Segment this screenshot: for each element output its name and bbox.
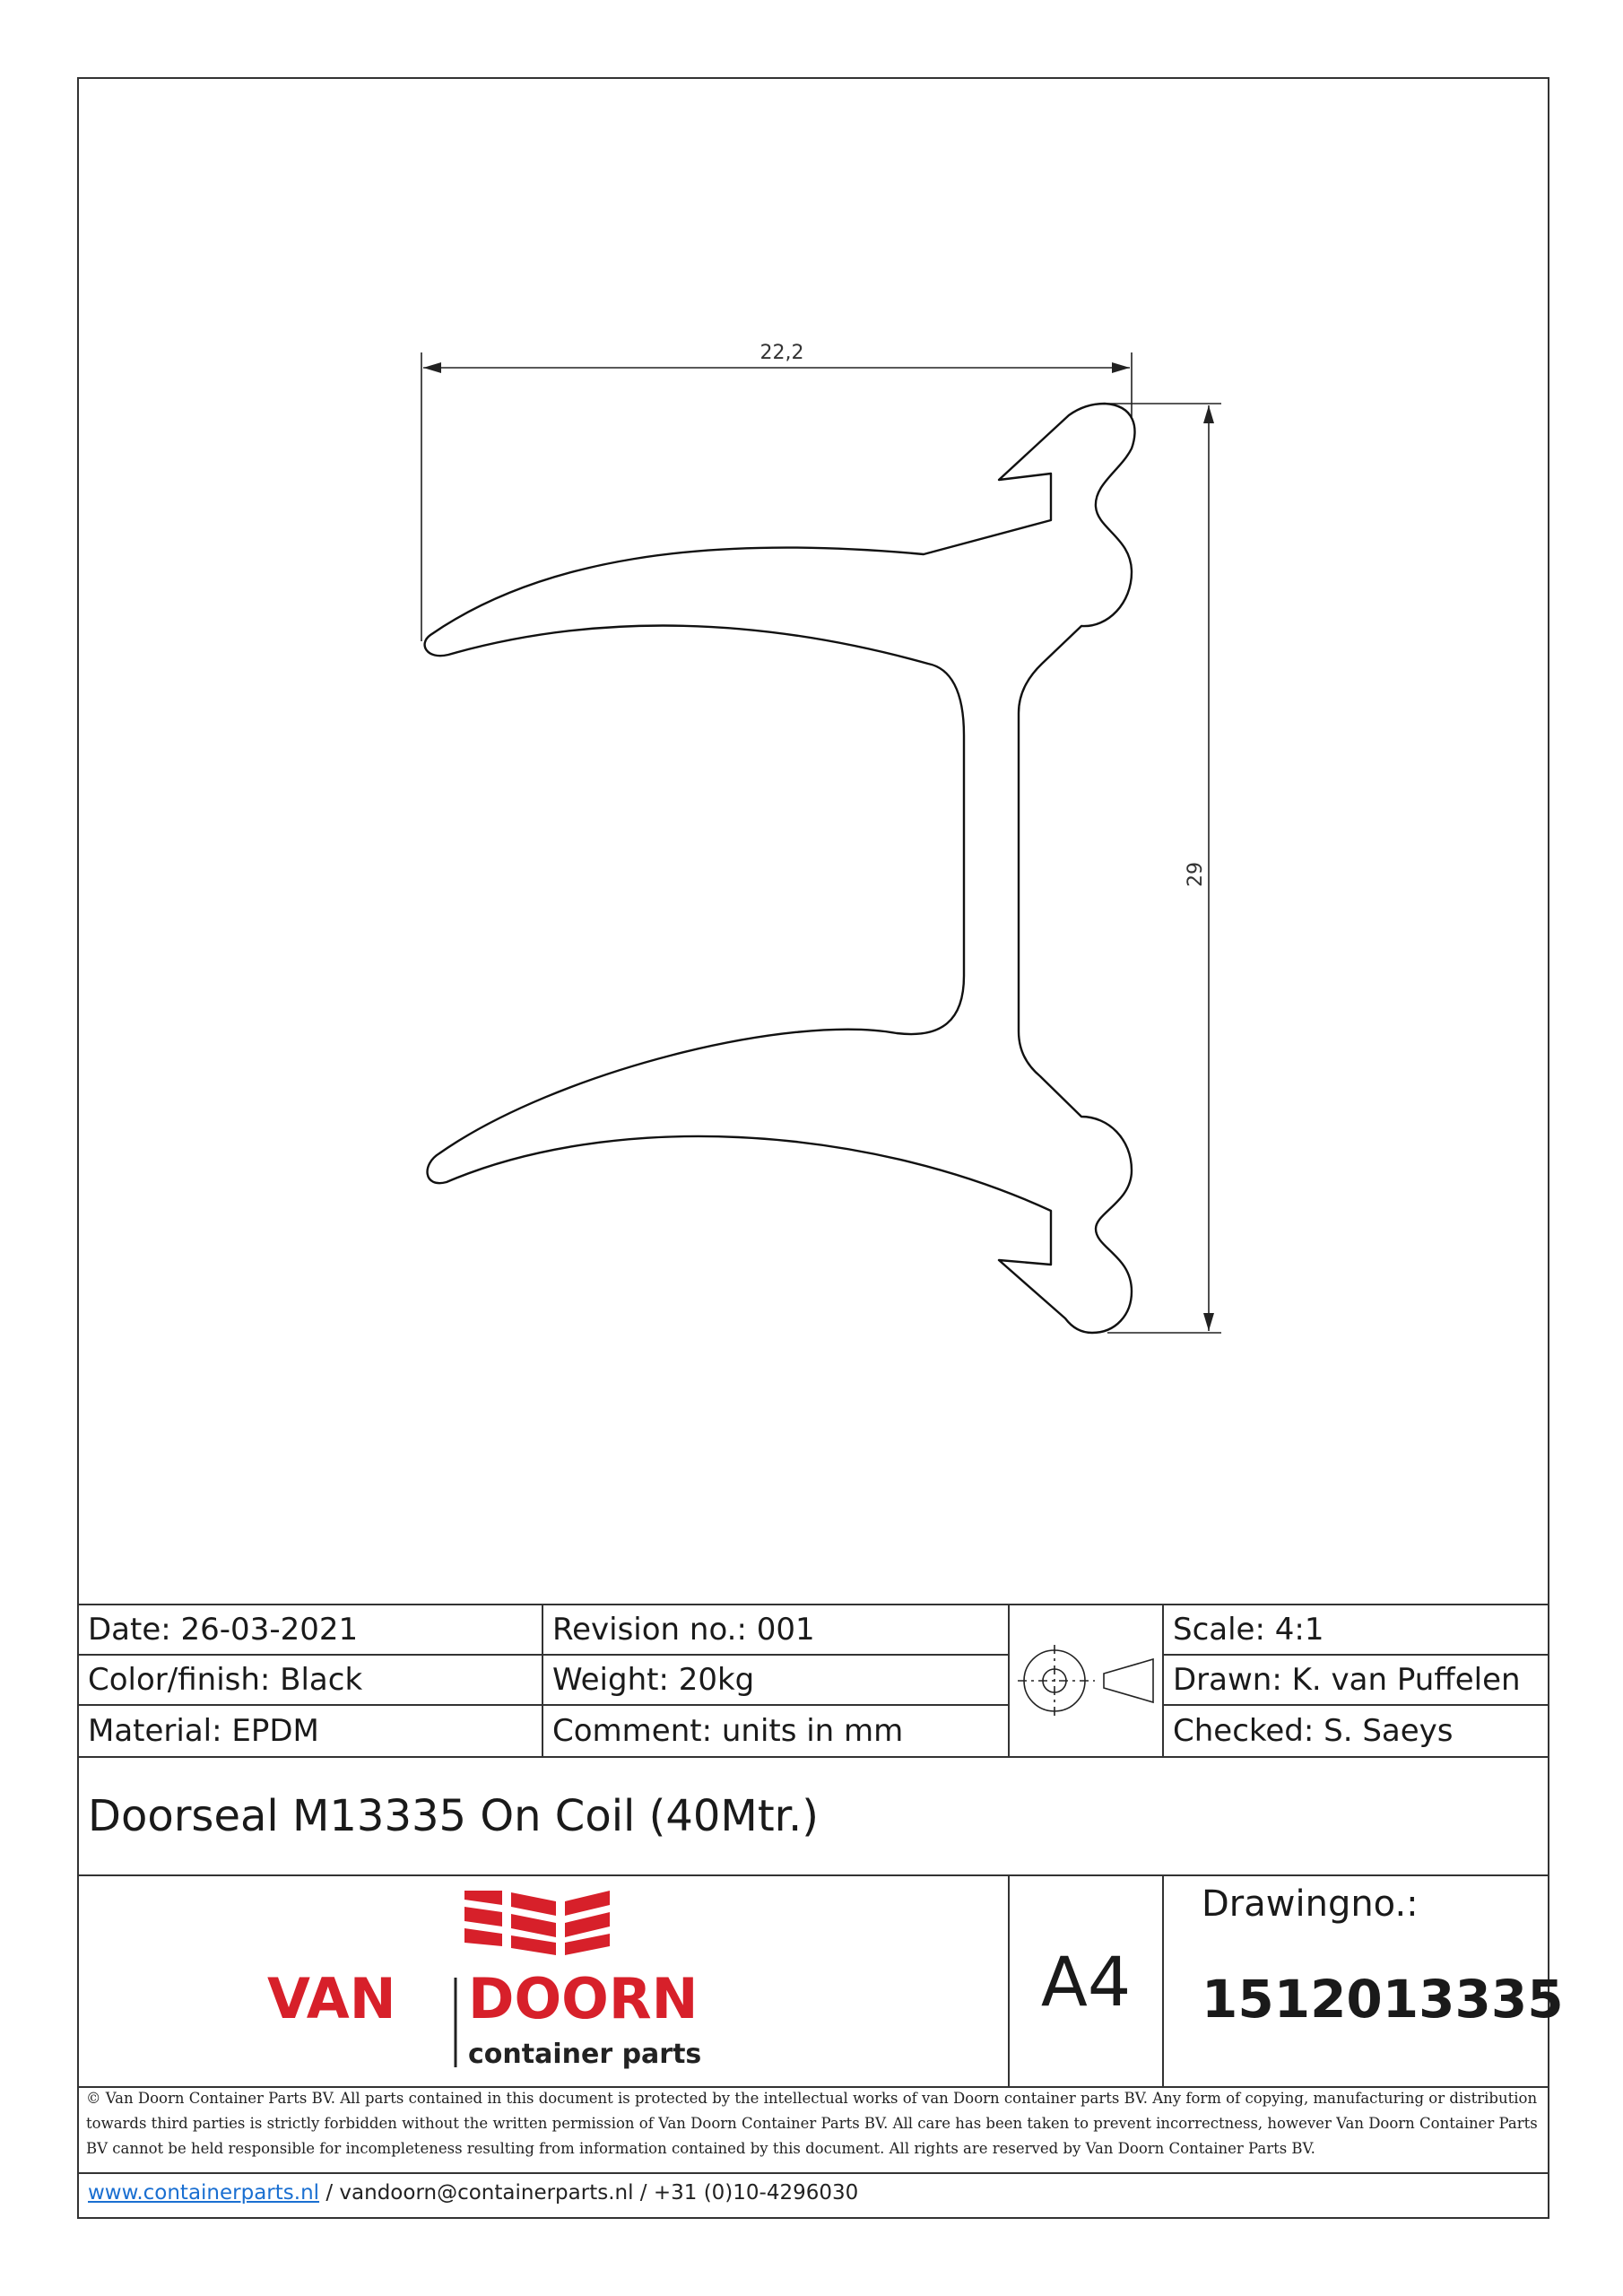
third-angle-projection-icon [1014,1627,1158,1735]
arrowhead-icon [1112,362,1130,373]
scale-field: Scale: 4:1 [1164,1605,1548,1656]
material-field: Material: EPDM [79,1706,543,1758]
paper-size: A4 [1010,1876,1164,2088]
drawing-number: 1512013335 [1202,1969,1564,2030]
profile-drawing [79,79,1548,1605]
brand-left: VAN [267,1966,396,2031]
width-dimension-label: 22,2 [759,342,804,364]
doorseal-profile-outline [425,404,1135,1333]
width-dimension [421,352,1132,641]
drawn-field: Drawn: K. van Puffelen [1164,1656,1548,1706]
color-finish-field: Color/finish: Black [79,1656,543,1706]
projection-symbol-cell [1010,1605,1164,1758]
brand-tagline: container parts [468,2039,702,2070]
height-dimension-label: 29 [1185,862,1207,887]
website-link[interactable]: www.containerparts.nl [88,2181,320,2205]
drawingno-label: Drawingno.: [1202,1883,1419,1925]
copyright-notice: © Van Doorn Container Parts BV. All parts contained in this document is protected by the intellectual works of van Doorn container parts BV. Any form of copying, manufacturing or distribution towards third parties is strictly forbidden without the written permission of Van Doorn Container Parts BV. All care has been taken to prevent incorrectness, however Van Doorn Container Parts BV cannot be held responsible for incompleteness resulting from information contained by this document. All rights are reserved by Van Doorn Container Parts BV. [86,2090,1538,2157]
van-doorn-logo [260,1883,816,2081]
revision-field: Revision no.: 001 [543,1605,1010,1656]
weight-field: Weight: 20kg [543,1656,1010,1706]
arrowhead-icon [1203,1313,1214,1331]
checked-field: Checked: S. Saeys [1164,1706,1548,1758]
drawing-title: Doorseal M13335 On Coil (40Mtr.) [79,1758,1548,1876]
contact-footer [88,2181,858,2205]
comment-field: Comment: units in mm [543,1706,1010,1758]
brand-mark-icon [260,1883,816,2081]
brand-right: DOORN [468,1966,699,2031]
arrowhead-icon [1203,405,1214,423]
contact-details: / vandoorn@containerparts.nl / +31 (0)10-4296030 [319,2181,859,2205]
arrowhead-icon [423,362,441,373]
date-field: Date: 26-03-2021 [79,1605,543,1656]
